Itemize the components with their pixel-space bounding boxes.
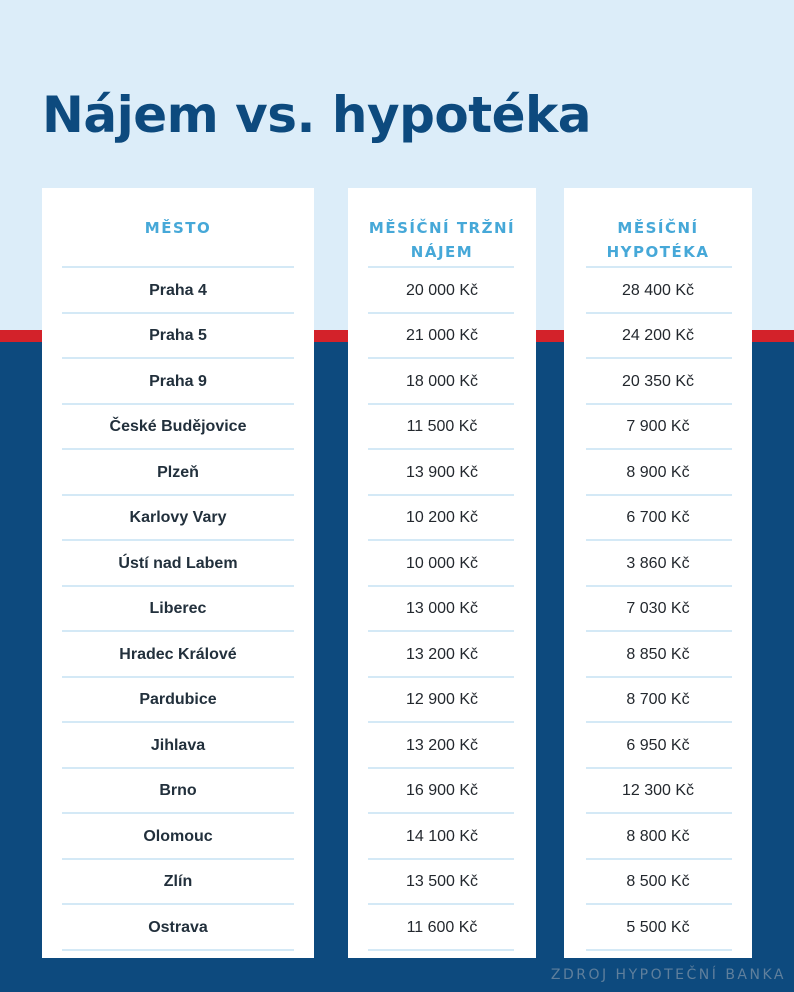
city-cell: Liberec xyxy=(149,600,207,618)
mortgage-cell: 12 300 Kč xyxy=(621,782,695,800)
row-divider xyxy=(62,949,294,951)
table-row xyxy=(42,541,314,587)
rent-header-text: MĚSÍČNÍ TRŽNÍ NÁJEM xyxy=(368,219,516,261)
mortgage-cell: 7 900 Kč xyxy=(626,418,690,436)
table-row xyxy=(348,814,536,860)
rent-cell: 12 900 Kč xyxy=(405,691,479,709)
city-cell: Praha 5 xyxy=(149,327,207,345)
rent-column xyxy=(348,188,536,958)
city-cell: Pardubice xyxy=(139,691,217,709)
row-divider xyxy=(368,949,514,951)
city-cell: Karlovy Vary xyxy=(129,509,227,527)
table-row xyxy=(348,405,536,451)
rent-cell: 13 900 Kč xyxy=(405,463,479,481)
table-row xyxy=(42,314,314,360)
table-row xyxy=(348,905,536,951)
table-row xyxy=(348,450,536,496)
city-column-header: MĚSTO xyxy=(144,219,212,237)
rent-cell: 21 000 Kč xyxy=(405,327,479,345)
mortgage-cell: 7 030 Kč xyxy=(626,600,690,618)
table-row xyxy=(42,268,314,314)
mortgage-header-text: MĚSÍČNÍ HYPOTÉKA xyxy=(606,219,710,261)
table-row xyxy=(348,587,536,633)
row-divider xyxy=(586,949,732,951)
rent-cell: 20 000 Kč xyxy=(405,281,479,299)
mortgage-column-header xyxy=(564,216,752,266)
mortgage-cell: 8 800 Kč xyxy=(626,827,690,845)
mortgage-cell: 8 900 Kč xyxy=(626,463,690,481)
table-row xyxy=(42,814,314,860)
mortgage-cell: 8 500 Kč xyxy=(626,873,690,891)
city-cell: Hradec Králové xyxy=(119,645,237,663)
rent-cell: 18 000 Kč xyxy=(405,372,479,390)
table-row xyxy=(42,632,314,678)
table-row xyxy=(564,314,752,360)
table-row xyxy=(42,678,314,724)
city-cell: Ostrava xyxy=(148,918,208,936)
mortgage-cell: 24 200 Kč xyxy=(621,327,695,345)
table-row xyxy=(564,632,752,678)
city-list xyxy=(42,268,314,951)
table-row xyxy=(564,860,752,906)
table-row xyxy=(564,814,752,860)
city-cell: Praha 9 xyxy=(149,372,207,390)
rent-cell: 16 900 Kč xyxy=(405,782,479,800)
rent-column-header xyxy=(348,216,536,266)
city-cell: Brno xyxy=(159,782,197,800)
rent-cell: 11 500 Kč xyxy=(406,418,478,436)
mortgage-column xyxy=(564,188,752,958)
table-row xyxy=(348,541,536,587)
rent-cell: 14 100 Kč xyxy=(405,827,479,845)
table-row xyxy=(42,450,314,496)
table-row xyxy=(348,769,536,815)
city-column xyxy=(42,188,314,958)
mortgage-list xyxy=(564,268,752,951)
rent-cell: 13 500 Kč xyxy=(405,873,479,891)
table-row xyxy=(564,723,752,769)
city-cell: České Budějovice xyxy=(109,418,247,436)
table-row xyxy=(42,359,314,405)
table-row xyxy=(564,268,752,314)
table-row xyxy=(564,405,752,451)
mortgage-cell: 20 350 Kč xyxy=(621,372,695,390)
table-row xyxy=(42,405,314,451)
table-row xyxy=(348,632,536,678)
rent-cell: 10 200 Kč xyxy=(405,509,479,527)
rent-list xyxy=(348,268,536,951)
table-row xyxy=(42,769,314,815)
city-cell: Plzeň xyxy=(157,463,199,481)
rent-cell: 11 600 Kč xyxy=(406,918,478,936)
city-cell: Ústí nad Labem xyxy=(118,554,238,572)
table-row xyxy=(348,496,536,542)
table-row xyxy=(348,678,536,724)
city-cell: Praha 4 xyxy=(149,281,207,299)
rent-cell: 10 000 Kč xyxy=(405,554,479,572)
rent-cell: 13 200 Kč xyxy=(405,736,479,754)
rent-cell: 13 000 Kč xyxy=(405,600,479,618)
mortgage-cell: 28 400 Kč xyxy=(621,281,695,299)
table-row xyxy=(564,541,752,587)
table-row xyxy=(42,723,314,769)
city-cell: Zlín xyxy=(163,873,193,891)
table-row xyxy=(564,905,752,951)
table-row xyxy=(348,268,536,314)
table-row xyxy=(564,450,752,496)
rent-cell: 13 200 Kč xyxy=(405,645,479,663)
page-title: Nájem vs. hypotéka xyxy=(42,86,592,144)
mortgage-cell: 8 850 Kč xyxy=(626,645,690,663)
table-row xyxy=(42,496,314,542)
table-row xyxy=(564,587,752,633)
table-row xyxy=(348,723,536,769)
mortgage-cell: 8 700 Kč xyxy=(626,691,690,709)
table-row xyxy=(564,678,752,724)
source-note: ZDROJ HYPOTEČNÍ BANKA xyxy=(550,967,786,983)
table-row xyxy=(564,769,752,815)
table-row xyxy=(564,496,752,542)
city-cell: Jihlava xyxy=(150,736,206,754)
table-row xyxy=(42,905,314,951)
table-row xyxy=(42,860,314,906)
mortgage-cell: 3 860 Kč xyxy=(626,554,690,572)
table-row xyxy=(42,587,314,633)
table-row xyxy=(348,860,536,906)
city-cell: Olomouc xyxy=(143,827,213,845)
mortgage-cell: 6 700 Kč xyxy=(626,509,690,527)
mortgage-cell: 6 950 Kč xyxy=(626,736,690,754)
table-row xyxy=(564,359,752,405)
table-row xyxy=(348,314,536,360)
mortgage-cell: 5 500 Kč xyxy=(626,918,690,936)
table-row xyxy=(348,359,536,405)
